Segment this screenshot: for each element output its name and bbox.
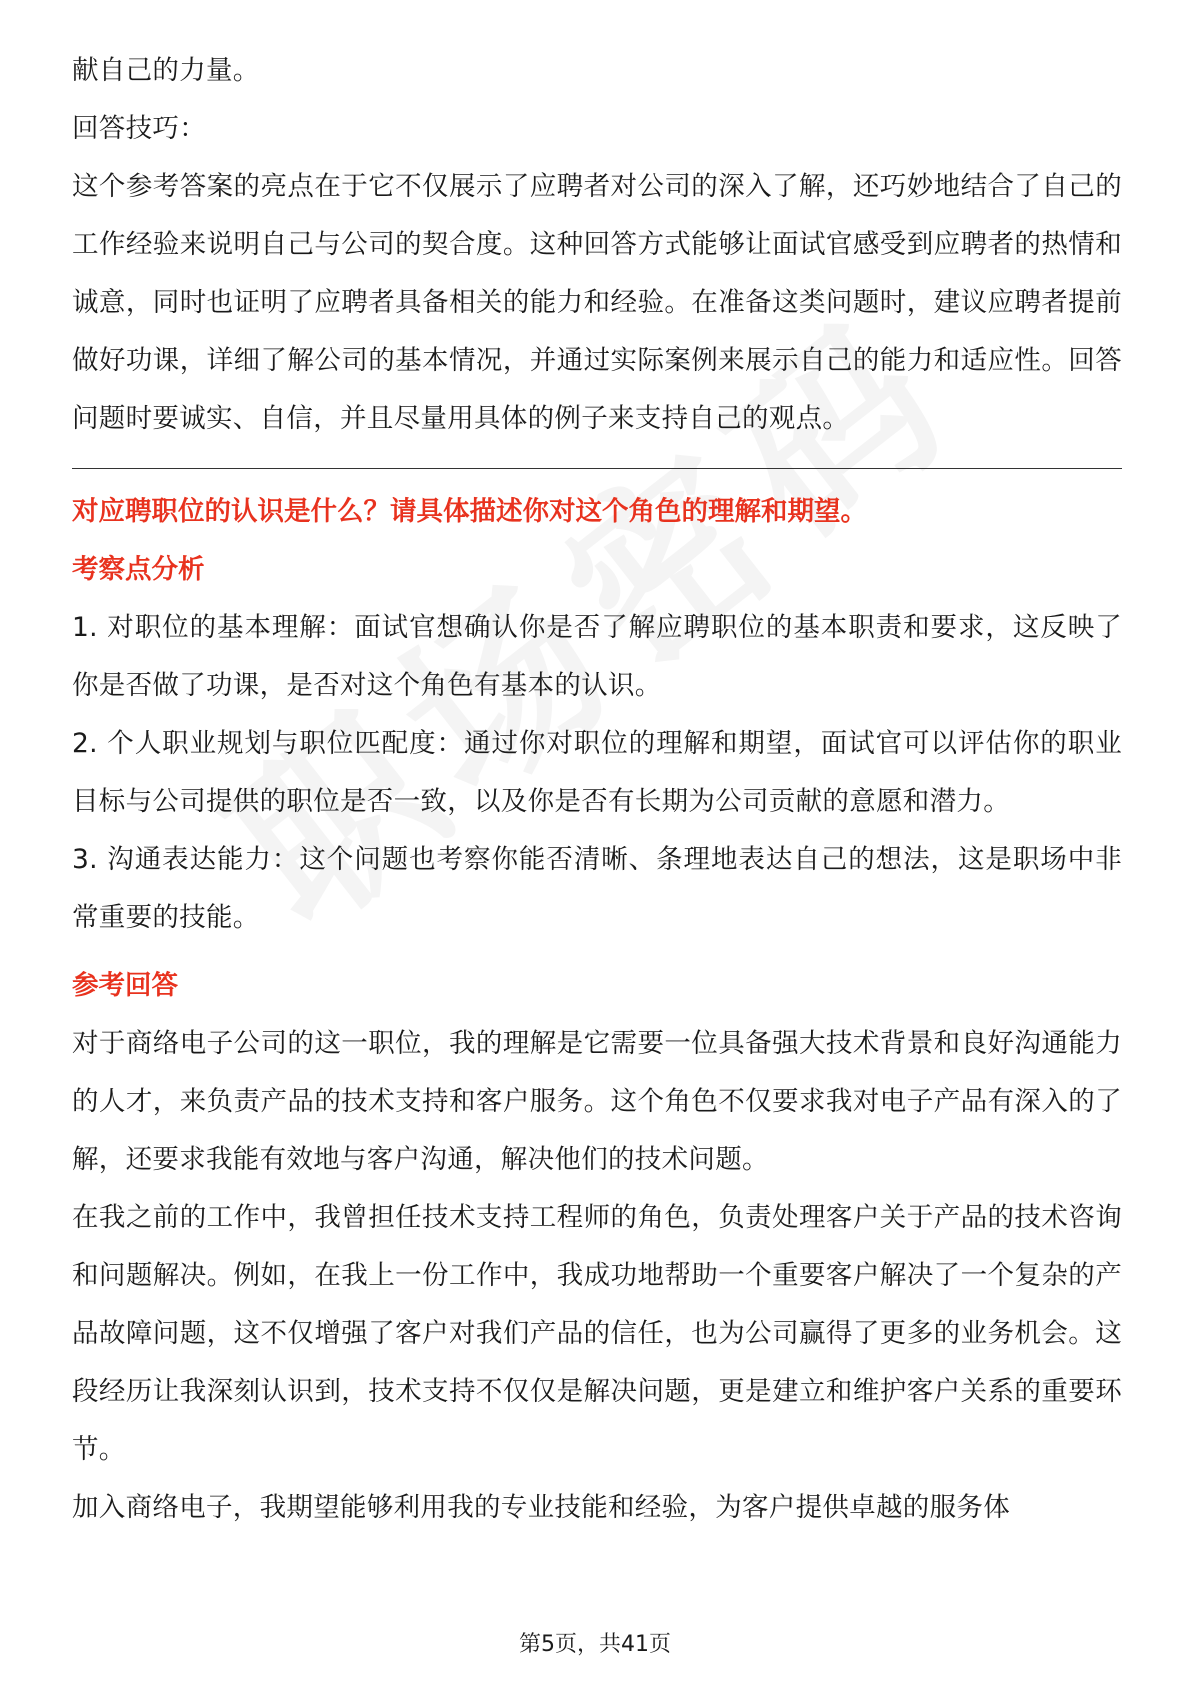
answer-heading: 参考回答 <box>72 970 178 1001</box>
analysis-point-1: 1. 对职位的基本理解：面试官想确认你是否了解应聘职位的基本职责和要求，这反映了你是否做了功课，是否对这个角色有基本的认识。 <box>72 612 1122 701</box>
tips-label: 回答技巧： <box>72 113 206 144</box>
tips-paragraph: 这个参考答案的亮点在于它不仅展示了应聘者对公司的深入了解，还巧妙地结合了自己的工作经验来说明自己与公司的契合度。这种回答方式能够让面试官感受到应聘者的热情和诚意，同时也证明了应聘者具备相关的能力和经验。在准备这类问题时，建议应聘者提前做好功课，详细了解公司的基本情况，并通过实际案例来展示自己的能力和适应性。回答问题时要诚实、自信，并且尽量用具体的例子来支持自己的观点。 <box>72 171 1122 434</box>
analysis-point-2: 2. 个人职业规划与职位匹配度：通过你对职位的理解和期望，面试官可以评估你的职业目标与公司提供的职位是否一致，以及你是否有长期为公司贡献的意愿和潜力。 <box>72 728 1122 817</box>
page-number-footer: 第5页，共41页 <box>519 1632 671 1657</box>
analysis-point-3: 3. 沟通表达能力：这个问题也考察你能否清晰、条理地表达自己的想法，这是职场中非常重要的技能。 <box>72 844 1122 933</box>
answer-paragraph-2: 在我之前的工作中，我曾担任技术支持工程师的角色，负责处理客户关于产品的技术咨询和问题解决。例如，在我上一份工作中，我成功地帮助一个重要客户解决了一个复杂的产品故障问题，这不仅增强了客户对我们产品的信任，也为公司赢得了更多的业务机会。这段经历让我深刻认识到，技术支持不仅仅是解决问题，更是建立和维护客户关系的重要环节。 <box>72 1202 1122 1465</box>
intro-continuation: 献自己的力量。 <box>72 55 260 86</box>
section-divider <box>72 468 1122 469</box>
question-title: 对应聘职位的认识是什么？请具体描述你对这个角色的理解和期望。 <box>72 496 867 527</box>
analysis-heading: 考察点分析 <box>72 554 205 585</box>
answer-paragraph-3: 加入商络电子，我期望能够利用我的专业技能和经验，为客户提供卓越的服务体 <box>72 1492 1010 1523</box>
page-content <box>72 42 1122 1537</box>
answer-paragraph-1: 对于商络电子公司的这一职位，我的理解是它需要一位具备强大技术背景和良好沟通能力的人才，来负责产品的技术支持和客户服务。这个角色不仅要求我对电子产品有深入的了解，还要求我能有效地与客户沟通，解决他们的技术问题。 <box>72 1028 1122 1175</box>
